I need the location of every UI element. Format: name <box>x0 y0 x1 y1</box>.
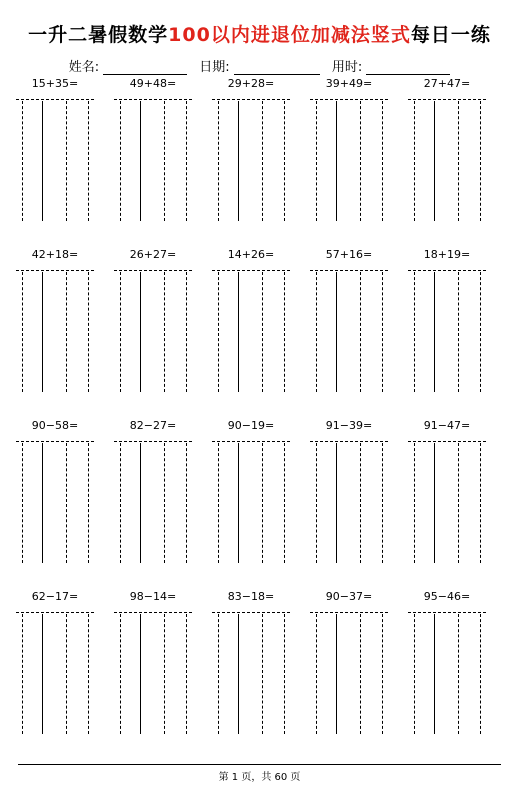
page-title <box>0 20 519 47</box>
column-guide-line <box>316 614 317 734</box>
column-guide-line <box>66 614 67 734</box>
frame-top-line <box>212 99 290 100</box>
problem-expression: 39+49= <box>325 77 373 90</box>
frame-top-line <box>212 612 290 613</box>
column-guide-line <box>218 101 219 221</box>
problem-expression: 57+16= <box>325 248 373 261</box>
column-guide-line <box>218 614 219 734</box>
vertical-calc-frame[interactable] <box>16 612 94 734</box>
vertical-calc-frame[interactable] <box>408 441 486 563</box>
vertical-calc-frame[interactable] <box>16 441 94 563</box>
page-number: 第 1 页，共 60 页 <box>218 772 301 783</box>
column-guide-line <box>284 443 285 563</box>
column-guide-line <box>238 443 239 563</box>
problem-expression: 42+18= <box>31 248 79 261</box>
time-blank[interactable] <box>366 62 450 75</box>
column-guide-line <box>458 101 459 221</box>
name-label: 姓名: <box>68 60 100 75</box>
column-guide-line <box>458 614 459 734</box>
column-guide-line <box>164 272 165 392</box>
column-guide-line <box>164 101 165 221</box>
problem-expression: 29+28= <box>227 77 275 90</box>
frame-top-line <box>310 441 388 442</box>
column-guide-line <box>414 614 415 734</box>
frame-top-line <box>114 612 192 613</box>
time-field <box>332 56 450 75</box>
problem-expression: 27+47= <box>423 77 471 90</box>
column-guide-line <box>164 443 165 563</box>
column-guide-line <box>284 101 285 221</box>
column-guide-line <box>238 101 239 221</box>
problem-expression: 82−27= <box>129 419 177 432</box>
column-guide-line <box>140 101 141 221</box>
column-guide-line <box>458 443 459 563</box>
frame-top-line <box>114 99 192 100</box>
vertical-calc-frame[interactable] <box>114 612 192 734</box>
problem-expression: 91−39= <box>325 419 373 432</box>
frame-top-line <box>310 612 388 613</box>
column-guide-line <box>140 272 141 392</box>
column-guide-line <box>284 614 285 734</box>
vertical-calc-frame[interactable] <box>114 99 192 221</box>
frame-top-line <box>408 270 486 271</box>
column-guide-line <box>22 101 23 221</box>
problem-expression: 14+26= <box>227 248 275 261</box>
vertical-calc-frame[interactable] <box>408 270 486 392</box>
problem-expression: 90−19= <box>227 419 275 432</box>
vertical-calc-frame[interactable] <box>310 270 388 392</box>
problem-expression: 91−47= <box>423 419 471 432</box>
column-guide-line <box>120 272 121 392</box>
column-guide-line <box>414 101 415 221</box>
problem-expression: 15+35= <box>31 77 79 90</box>
column-guide-line <box>262 614 263 734</box>
column-guide-line <box>66 443 67 563</box>
date-field <box>199 56 319 75</box>
column-guide-line <box>382 101 383 221</box>
column-guide-line <box>336 272 337 392</box>
frame-top-line <box>212 441 290 442</box>
vertical-calc-frame[interactable] <box>310 612 388 734</box>
column-guide-line <box>218 272 219 392</box>
column-guide-line <box>382 614 383 734</box>
vertical-calc-frame[interactable] <box>408 612 486 734</box>
frame-top-line <box>16 612 94 613</box>
column-guide-line <box>262 272 263 392</box>
column-guide-line <box>42 614 43 734</box>
column-guide-line <box>382 272 383 392</box>
column-guide-line <box>480 272 481 392</box>
column-guide-line <box>458 272 459 392</box>
column-guide-line <box>262 101 263 221</box>
info-line <box>0 56 519 75</box>
column-guide-line <box>140 614 141 734</box>
column-guide-line <box>186 101 187 221</box>
frame-top-line <box>16 441 94 442</box>
frame-top-line <box>408 99 486 100</box>
column-guide-line <box>88 101 89 221</box>
time-label: 用时: <box>331 60 363 75</box>
problem-expression: 90−58= <box>31 419 79 432</box>
column-guide-line <box>360 101 361 221</box>
problem-expression: 62−17= <box>31 590 79 603</box>
problem-expression: 26+27= <box>129 248 177 261</box>
column-guide-line <box>140 443 141 563</box>
vertical-calc-frame[interactable] <box>212 270 290 392</box>
column-guide-line <box>316 272 317 392</box>
frame-top-line <box>16 270 94 271</box>
column-guide-line <box>336 101 337 221</box>
footer-rule <box>18 764 501 765</box>
column-guide-line <box>22 443 23 563</box>
frame-top-line <box>212 270 290 271</box>
vertical-calc-frame[interactable] <box>16 270 94 392</box>
column-guide-line <box>360 614 361 734</box>
vertical-calc-frame[interactable] <box>310 99 388 221</box>
column-guide-line <box>480 101 481 221</box>
column-guide-line <box>218 443 219 563</box>
column-guide-line <box>360 443 361 563</box>
column-guide-line <box>480 443 481 563</box>
column-guide-line <box>42 443 43 563</box>
frame-top-line <box>114 270 192 271</box>
column-guide-line <box>414 272 415 392</box>
column-guide-line <box>164 614 165 734</box>
column-guide-line <box>238 272 239 392</box>
frame-top-line <box>310 99 388 100</box>
column-guide-line <box>186 272 187 392</box>
problem-expression: 98−14= <box>129 590 177 603</box>
column-guide-line <box>120 614 121 734</box>
date-blank[interactable] <box>234 62 320 75</box>
name-blank[interactable] <box>103 62 187 75</box>
frame-top-line <box>114 441 192 442</box>
column-guide-line <box>434 443 435 563</box>
column-guide-line <box>22 272 23 392</box>
column-guide-line <box>120 443 121 563</box>
column-guide-line <box>88 614 89 734</box>
problem-expression: 95−46= <box>423 590 471 603</box>
vertical-calc-frame[interactable] <box>408 99 486 221</box>
frame-top-line <box>16 99 94 100</box>
vertical-calc-frame[interactable] <box>310 441 388 563</box>
column-guide-line <box>434 101 435 221</box>
column-guide-line <box>238 614 239 734</box>
problem-expression: 49+48= <box>129 77 177 90</box>
column-guide-line <box>360 272 361 392</box>
column-guide-line <box>434 272 435 392</box>
vertical-calc-frame[interactable] <box>212 612 290 734</box>
frame-top-line <box>408 441 486 442</box>
column-guide-line <box>480 614 481 734</box>
column-guide-line <box>316 443 317 563</box>
vertical-calc-frame[interactable] <box>212 99 290 221</box>
name-field <box>69 56 187 75</box>
date-label: 日期: <box>199 60 230 75</box>
frame-top-line <box>310 270 388 271</box>
column-guide-line <box>336 443 337 563</box>
frame-top-line <box>408 612 486 613</box>
column-guide-line <box>66 101 67 221</box>
column-guide-line <box>336 614 337 734</box>
column-guide-line <box>262 443 263 563</box>
column-guide-line <box>88 272 89 392</box>
title-prefix: 一升二暑假数学 <box>28 24 169 46</box>
vertical-calc-frame[interactable] <box>114 270 192 392</box>
title-suffix: 每日一练 <box>410 24 491 46</box>
column-guide-line <box>414 443 415 563</box>
column-guide-line <box>284 272 285 392</box>
column-guide-line <box>186 614 187 734</box>
column-guide-line <box>434 614 435 734</box>
column-guide-line <box>42 101 43 221</box>
vertical-calc-frame[interactable] <box>212 441 290 563</box>
problem-expression: 90−37= <box>325 590 373 603</box>
vertical-calc-frame[interactable] <box>16 99 94 221</box>
problem-expression: 83−18= <box>227 590 275 603</box>
column-guide-line <box>382 443 383 563</box>
vertical-calc-frame[interactable] <box>114 441 192 563</box>
column-guide-line <box>316 101 317 221</box>
column-guide-line <box>66 272 67 392</box>
column-guide-line <box>88 443 89 563</box>
column-guide-line <box>120 101 121 221</box>
column-guide-line <box>22 614 23 734</box>
column-guide-line <box>42 272 43 392</box>
problem-expression: 18+19= <box>423 248 471 261</box>
title-highlight: 100以内进退位加减法竖式 <box>168 24 411 46</box>
column-guide-line <box>186 443 187 563</box>
